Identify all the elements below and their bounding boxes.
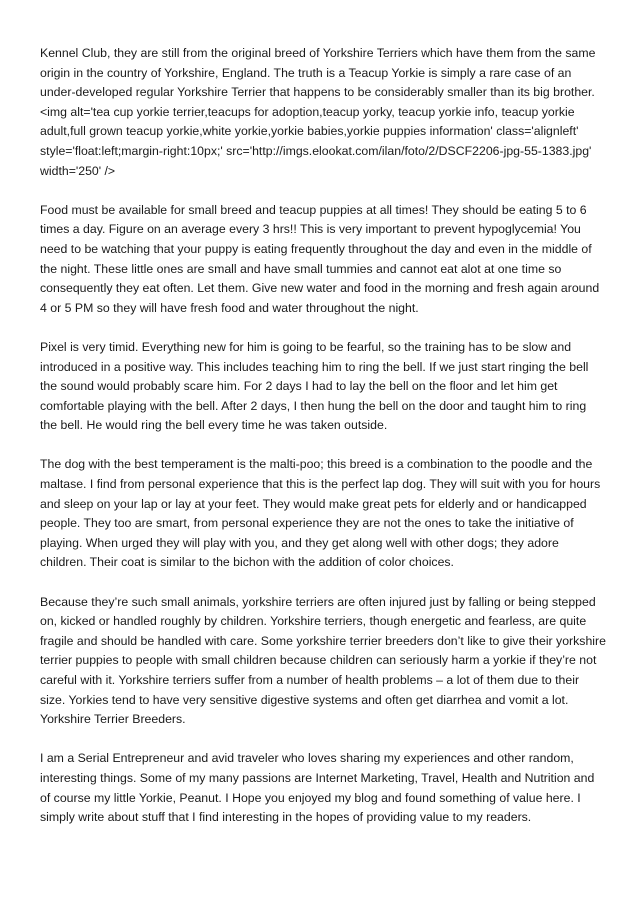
paragraph-4: The dog with the best temperament is the malti-poo; this breed is a combination to the poodle and the maltase. I find from personal experience that this is the perfect lap dog. They will suit with you for hours and sleep on your lap or lay at your feet. They would make great pets for elderly and or handicapped people. They too are smart, from personal experience they are not the ones to take the initiative of playing. When urged they will play with you, and they get along well with other dogs; they adore children. Their coat is similar to the bichon with the addition of color choices. (40, 457, 601, 570)
paragraph-6: I am a Serial Entrepreneur and avid traveler who loves sharing my experiences and other random, interesting things. Some of my many passions are Internet Marketing, Travel, Health and Nutrition and of course my little Yorkie, Peanut. I Hope you enjoyed my blog and found something of value here. I simply write about stuff that I find interesting in the hopes of providing value to my readers. (40, 751, 595, 825)
paragraph-2: Food must be available for small breed and teacup puppies at all times! They should be eating 5 to 6 times a day. Figure on an average every 3 hrs!! This is very important to prevent hypoglycemia! You need to be watching that your puppy is eating frequently throughout the day and even in the middle of the night. These little ones are small and have small tummies and cannot eat alot at one time so consequently they eat often. Let them. Give new water and food in the morning and fresh again around 4 or 5 PM so they will have fresh food and water throughout the night. (40, 202, 600, 315)
paragraph-1: Kennel Club, they are still from the original breed of Yorkshire Terriers which have them from the same origin in the country of Yorkshire, England. The truth is a Teacup Yorkie is simply a rare case of an under-developed regular Yorkshire Terrier that happens to be considerably smaller than its big brother.<img alt='tea cup yorkie terrier,teacups for adoption,teacup yorky, teacup yorkie info, teacup yorkie adult,full grown teacup yorkie,white yorkie,yorkie babies,yorkie puppies information' class='alignleft' style='float:left;margin-right:10px;' src='http://imgs.elookat.com/ilan/foto/2/DSCF2206-jpg-55-1383.jpg' width='250' /> (40, 46, 596, 178)
paragraph-3: Pixel is very timid. Everything new for him is going to be fearful, so the training has to be slow and introduced in a positive way. This includes teaching him to ring the bell. If we just start ringing the bell the sound would probably scare him. For 2 days I had to lay the bell on the floor and let him get comfortable playing with the bell. After 2 days, I then hung the bell on the door and taught him to ring the bell. He would ring the bell every time he was taken outside. (40, 339, 589, 433)
paragraph-5: Because they’re such small animals, yorkshire terriers are often injured just by falling or being stepped on, kicked or handled roughly by children. Yorkshire terriers, though energetic and fearless, are quite fragile and should be handled with care. Some yorkshire terrier breeders don’t like to give their yorkshire terrier puppies to people with small children because children can seriously harm a yorkie if they’re not careful with it. Yorkshire terriers suffer from a number of health problems – a lot of them due to their size. Yorkies tend to have very sensitive digestive systems and often get diarrhea and vomit a lot. Yorkshire Terrier Breeders. (40, 594, 606, 727)
article-body (40, 44, 606, 828)
